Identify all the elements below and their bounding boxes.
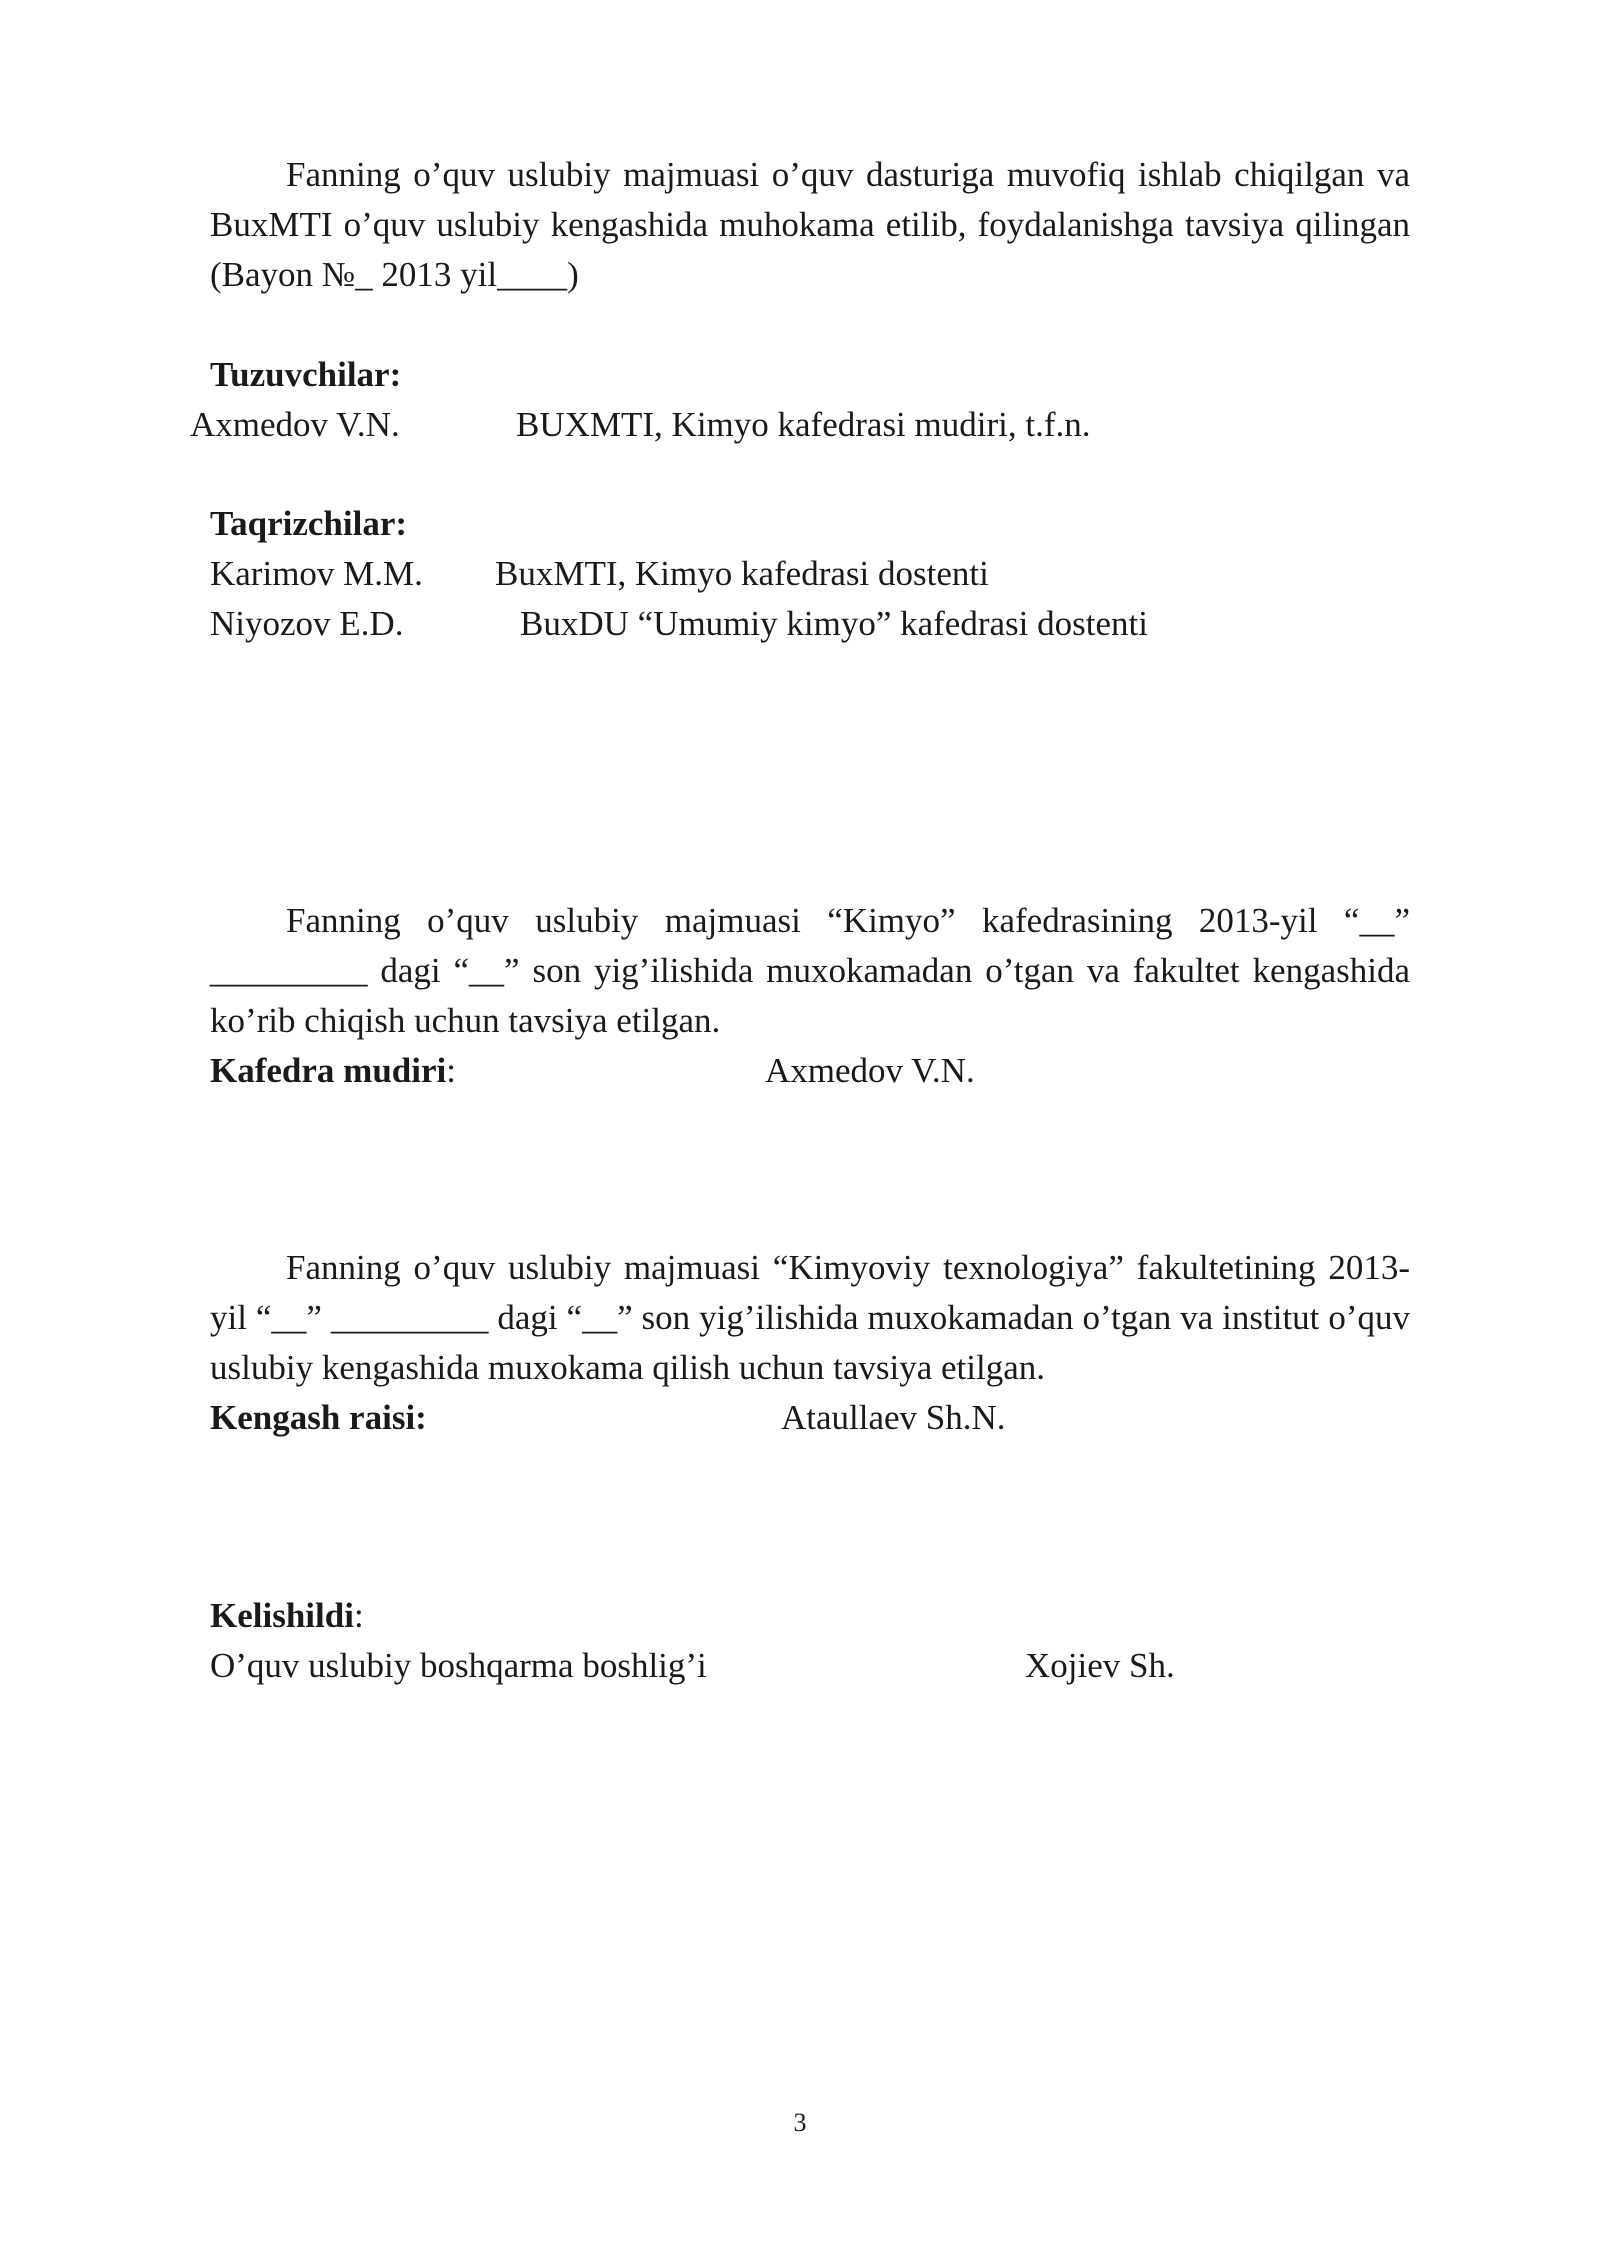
agreed-heading-colon: : (353, 1596, 364, 1635)
compiler-name: Axmedov V.N. (190, 405, 400, 444)
department-signature-label (210, 1046, 456, 1096)
reviewer-role: BuxDU “Umumiy kimyo” kafedrasi dostenti (520, 604, 1148, 643)
approval-paragraph: Fanning o’quv uslubiy majmuasi o’quv dasturiga muvofiq ishlab chiqilgan va BuxMTI o’quv uslubiy kengashida muhokama etilib, foydalanishga tavsiya qilingan (Bayon №_ 2013 yil____) (210, 155, 1410, 294)
reviewer-name: Karimov M.M. (210, 554, 423, 593)
reviewers-heading: Taqrizchilar: (210, 504, 408, 543)
page-number: 3 (793, 2108, 807, 2137)
compiler-role: BUXMTI, Kimyo kafedrasi mudiri, t.f.n. (516, 405, 1091, 444)
reviewer-role: BuxMTI, Kimyo kafedrasi dostenti (495, 554, 989, 593)
faculty-paragraph: Fanning o’quv uslubiy majmuasi “Kimyoviy texnologiya” fakultetining 2013-yil “__” _________ dagi “__” son yig’ilishida muxokamadan o’tgan va institut o’quv uslubiy kengashida muxokama qilish uchun tavsiya etilgan. (210, 1248, 1410, 1387)
department-paragraph: Fanning o’quv uslubiy majmuasi “Kimyo” kafedrasining 2013-yil “__” _________ dagi “__” son yig’ilishida muxokamadan o’tgan va fakultet kengashida ko’rib chiqish uchun tavsiya etilgan. (210, 901, 1410, 1040)
faculty-signature-label: Kengash raisi: (210, 1398, 427, 1437)
department-signature-name: Axmedov V.N. (765, 1051, 975, 1090)
department-signature-colon: : (446, 1051, 456, 1090)
agreed-heading (210, 1591, 364, 1641)
compilers-heading: Tuzuvchilar: (210, 355, 402, 394)
department-signature-title: Kafedra mudiri (210, 1051, 447, 1090)
agreed-heading-title: Kelishildi (210, 1596, 354, 1635)
reviewer-name: Niyozov E.D. (210, 604, 404, 643)
agreed-name: Xojiev Sh. (1025, 1646, 1175, 1685)
faculty-signature-name: Ataullaev Sh.N. (781, 1398, 1006, 1437)
agreed-position: O’quv uslubiy boshqarma boshlig’i (210, 1646, 707, 1685)
